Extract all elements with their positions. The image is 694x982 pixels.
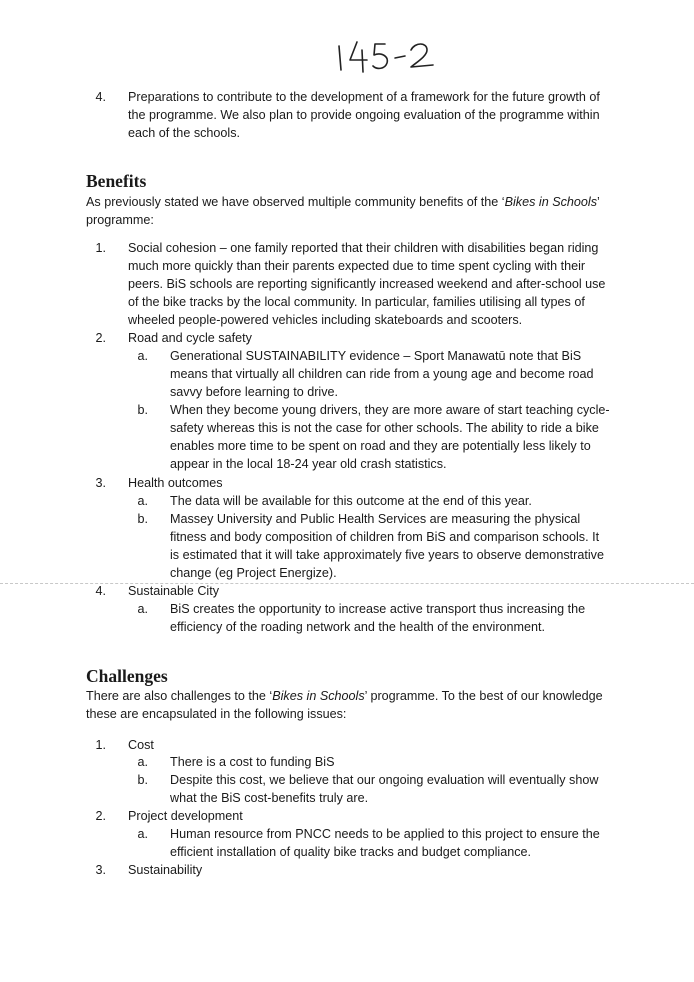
list-number: 4. [95, 584, 106, 598]
list-text: Project development [128, 809, 243, 823]
list-text: Social cohesion – one family reported that their children with disabilities began riding much more quickly than their parents expected due to time spent cycling with their peers. BiS schools are reporting significantly increased weekend and after-school use of the bike tracks by the local community. In particular, families utilising all types of wheeled people-powered vehicles including skateboards and scooters. [128, 241, 606, 327]
sub-list-text: Despite this cost, we believe that our ongoing evaluation will eventually show what the BiS cost-benefits truly are. [170, 773, 599, 805]
benefits-intro: As previously stated we have observed multiple community benefits of the ‘Bikes in Schools’ programme: [86, 195, 600, 227]
challenges-intro: There are also challenges to the ‘Bikes in Schools’ programme. To the best of our knowledge these are encapsulated in the following issues: [86, 689, 603, 721]
sub-list-letter: a. [137, 494, 148, 508]
list-number: 4. [95, 90, 106, 104]
list-text: Sustainable City [128, 584, 220, 598]
sub-list-text: Generational SUSTAINABILITY evidence – Sport Manawatū note that BiS means that virtually all children can ride from a young age and become road savvy before learning to drive. [170, 349, 594, 399]
sub-list-letter: a. [137, 602, 148, 616]
section-heading-challenges: Challenges [86, 666, 168, 686]
sub-list-text: The data will be available for this outcome at the end of this year. [170, 494, 532, 508]
list-number: 2. [95, 809, 106, 823]
sub-list-text: BiS creates the opportunity to increase active transport thus increasing the efficiency of the roading network and the health of the environment. [170, 602, 586, 634]
sub-list-letter: a. [137, 827, 148, 841]
list-text: Health outcomes [128, 476, 223, 490]
list-number: 1. [95, 241, 106, 255]
list-number: 1. [95, 738, 106, 752]
list-text: Sustainability [128, 863, 203, 877]
section-heading-benefits: Benefits [86, 171, 147, 191]
list-number: 3. [95, 863, 106, 877]
sub-list-text: When they become young drivers, they are more aware of start teaching cycle-safety whereas this is not the case for other schools. The ability to ride a bike enables more time to be spent on road and they are potentially less likely to appear in the local 18-24 year old crash statistics. [170, 403, 610, 471]
sub-list-letter: a. [137, 755, 148, 769]
sub-list-letter: b. [137, 773, 148, 787]
sub-list-text: There is a cost to funding BiS [170, 755, 335, 769]
sub-list-letter: a. [137, 349, 148, 363]
handwritten-page-number [333, 36, 443, 76]
list-number: 3. [95, 476, 106, 490]
sub-list-text: Massey University and Public Health Services are measuring the physical fitness and body composition of children from BiS and comparison schools. It is estimated that it will take approximately five years to observe demonstrative change (eg Project Energize). [170, 512, 604, 580]
list-text: Preparations to contribute to the development of a framework for the future growth of the programme. We also plan to provide ongoing evaluation of the programme within each of the schools. [128, 90, 600, 140]
list-text: Cost [128, 738, 154, 752]
sub-list-text: Human resource from PNCC needs to be applied to this project to ensure the efficient installation of quality bike tracks and budget compliance. [170, 827, 600, 859]
sub-list-letter: b. [137, 512, 148, 526]
sub-list-letter: b. [137, 403, 148, 417]
list-number: 2. [95, 331, 106, 345]
list-text: Road and cycle safety [128, 331, 252, 345]
